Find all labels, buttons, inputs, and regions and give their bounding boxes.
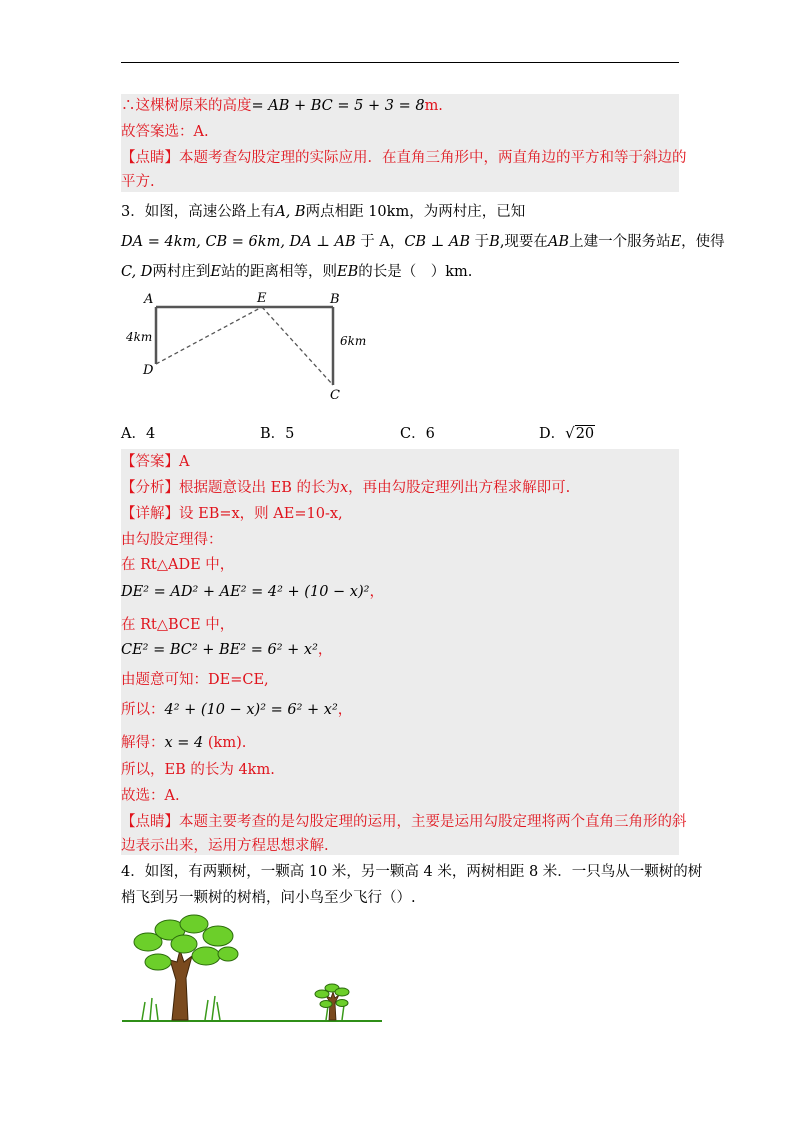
header-rule — [121, 62, 679, 63]
option-d-radicand: 20 — [575, 426, 595, 442]
step-8: 故选：A. — [121, 788, 180, 804]
prev-height-line: ∴这棵树原来的高度= AB + BC = 5 + 3 = 8m. — [121, 98, 443, 114]
q3-stem-line-1: 3．如图，高速公路上有A, B两点相距 10km，为两村庄，已知 — [121, 204, 526, 220]
option-a: A．4 — [121, 426, 156, 442]
short-tree — [315, 984, 349, 1020]
q3-figure — [120, 287, 380, 407]
detail-line: 【详解】设 EB=x，则 AE=10-x, — [121, 506, 343, 522]
q3-stem-line-3: C, D两村庄到E站的距离相等，则EB的长是（ ）km. — [121, 264, 473, 280]
step-2: 在 Rt△ADE 中， — [121, 557, 235, 573]
analysis-line: 【分析】根据题意设出 EB 的长为x，再由勾股定理列出方程求解即可. — [121, 480, 571, 496]
step-1: 由勾股定理得： — [121, 532, 223, 548]
q4-stem-line-1: 4．如图，有两颗树，一颗高 10 米，另一颗高 4 米，两树相距 8 米．一只鸟从一颗树的树 — [121, 864, 703, 880]
label-4km: 4km — [126, 330, 153, 344]
q4-trees-figure — [120, 910, 386, 1025]
label-b: B — [330, 292, 340, 307]
label-6km: 6km — [340, 334, 367, 348]
segment-ec — [262, 307, 333, 385]
option-b: B．5 — [260, 426, 295, 442]
segment-de — [156, 307, 262, 364]
label-e: E — [257, 291, 267, 306]
equation-1: DE² = AD² + AE² = 4² + (10 − x)²， — [121, 584, 384, 600]
equation-2: CE² = BC² + BE² = 6² + x²， — [121, 642, 333, 658]
label-a: A — [144, 292, 154, 307]
step-4: 由题意可知：DE=CE, — [121, 672, 269, 688]
step-3: 在 Rt△BCE 中， — [121, 617, 235, 633]
equation-4: 解得：x = 4 (km). — [121, 735, 247, 751]
prev-answer-line: 故答案选：A. — [121, 124, 209, 140]
option-c: C．6 — [400, 426, 435, 442]
step-7: 所以，EB 的长为 4km. — [121, 762, 275, 778]
label-c: C — [330, 388, 340, 403]
answer-line: 【答案】A — [121, 454, 190, 470]
note-line-2: 边表示出来，运用方程思想求解. — [121, 838, 329, 854]
q3-stem-line-2: DA = 4km, CB = 6km, DA ⊥ AB 于 A，CB ⊥ AB 于B,现要在AB上建一个服务站E，使得 — [121, 234, 725, 250]
label-d: D — [143, 363, 154, 378]
note-line-1: 【点睛】本题主要考查的是勾股定理的运用，主要是运用勾股定理将两个直角三角形的斜 — [121, 814, 687, 830]
prev-note-line-1: 【点睛】本题考查勾股定理的实际应用．在直角三角形中，两直角边的平方和等于斜边的 — [121, 150, 687, 166]
prev-note-line-2: 平方. — [121, 174, 155, 190]
equation-3: 所以：4² + (10 − x)² = 6² + x²， — [121, 702, 353, 718]
tall-tree — [134, 915, 238, 1020]
option-d: D．√20 — [539, 424, 595, 442]
q4-stem-line-2: 梢飞到另一颗树的树梢，问小鸟至少飞行（）. — [121, 890, 416, 906]
